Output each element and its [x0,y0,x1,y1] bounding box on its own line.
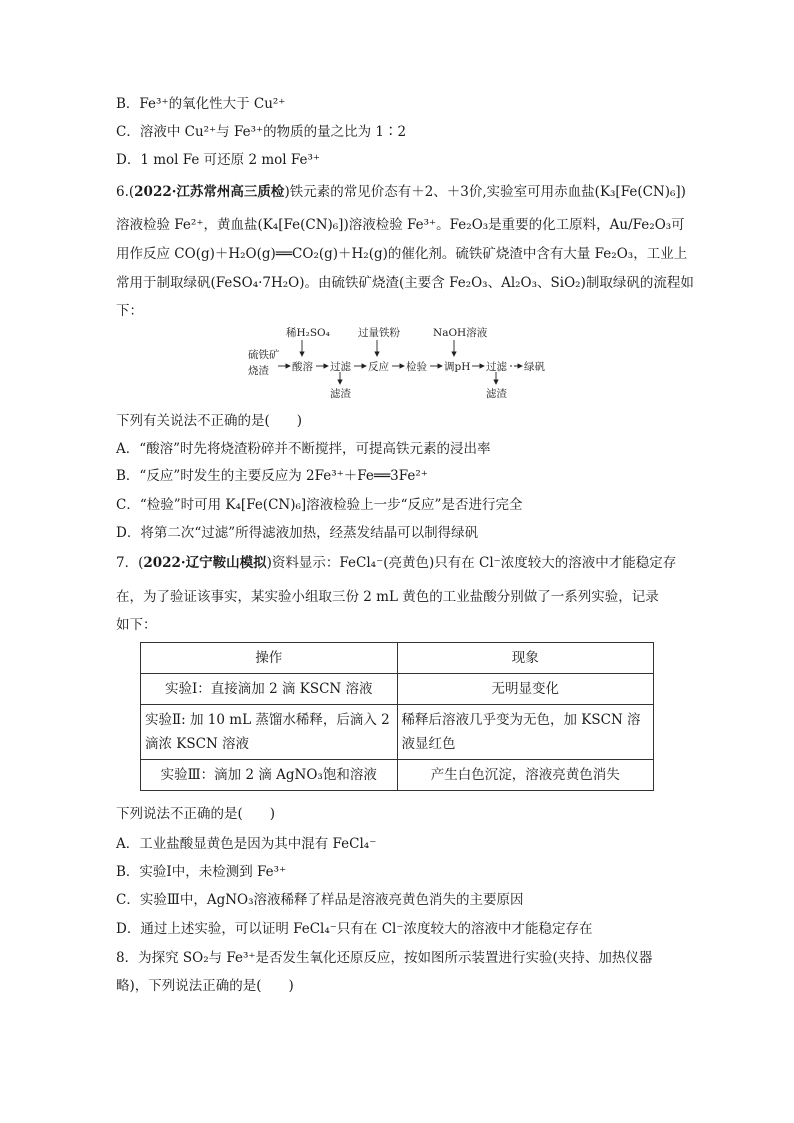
flow-step-react: 反应 [368,361,389,373]
table-cell-phenomenon: 产生白色沉淀，溶液亮黄色消失 [397,760,654,791]
q6-number: 6.( [116,184,135,200]
table-row [141,760,654,791]
q7-option-b: B．实验Ⅰ中，未检测到 Fe³⁺ [116,864,287,880]
q6-stem-line5: 下： [116,303,143,319]
q7-option-a: A．工业盐酸显黄色是因为其中混有 FeCl₄⁻ [116,836,377,852]
q6-option-b: B．“反应”时发生的主要反应为 2Fe³⁺＋Fe══3Fe²⁺ [116,468,428,484]
q5-option-c: C．溶液中 Cu²⁺与 Fe³⁺的物质的量之比为 1∶2 [116,124,407,140]
table-cell-operation: 实验Ⅰ：直接滴加 2 滴 KSCN 溶液 [141,674,398,705]
flow-raw-material-2: 烧渣 [248,365,269,377]
q6-stem-line3: 用作反应 CO(g)＋H₂O(g)══CO₂(g)＋H₂(g)的催化剂。硫铁矿烧渣中含有大量 Fe₂O₃，工业上 [116,246,688,262]
flow-step-filter1: 过滤 [330,361,351,373]
flow-step-filter2: 过滤 [486,361,507,373]
q6-option-c: C．“检验”时可用 K₄[Fe(CN)₆]溶液检验上一步“反应”是否进行完全 [116,497,523,513]
table-header-operation: 操作 [141,643,398,674]
flow-reagent-iron: 过量铁粉 [358,327,400,339]
table-cell-phenomenon: 无明显变化 [397,674,654,705]
q6-option-a: A．“酸溶”时先将烧渣粉碎并不断搅拌，可提高铁元素的浸出率 [116,441,491,457]
flow-reagent-acid: 稀H₂SO₄ [286,327,330,339]
q5-option-d: D．1 mol Fe 可还原 2 mol Fe³⁺ [116,152,321,168]
q7-stem-line3: 如下： [116,617,157,633]
flow-product: 绿矾 [524,361,545,373]
q6-line1-text: )铁元素的常见价态有＋2、＋3价,实验室可用赤血盐(K₃[Fe(CN)₆]) [284,184,686,200]
q6-stem-line1 [116,182,686,202]
q7-source: 2022·辽宁鞍山模拟 [143,555,267,571]
q6-question: 下列有关说法不正确的是( ) [116,413,303,429]
flow-residue-1: 滤渣 [330,388,351,400]
table-cell-phenomenon: 稀释后溶液几乎变为无色，加 KSCN 溶液显红色 [397,705,654,760]
table-cell-operation: 实验Ⅱ: 加 10 mL 蒸馏水稀释，后滴入 2 滴浓 KSCN 溶液 [141,705,398,760]
q8-stem-line1: 8．为探究 SO₂与 Fe³⁺是否发生氧化还原反应，按如图所示装置进行实验(夹持、加热仪器 [116,950,653,966]
flow-reagent-naoh: NaOH溶液 [433,327,488,339]
flow-step-test: 检验 [406,361,427,373]
q7-question: 下列说法不正确的是( ) [116,806,276,822]
q6-stem-line2: 溶液检验 Fe²⁺，黄血盐(K₄[Fe(CN)₆])溶液检验 Fe³⁺。Fe₂O₃是重要的化工原料，Au/Fe₂O₃可 [116,217,685,233]
q7-option-d: D．通过上述实验，可以证明 FeCl₄⁻只有在 Cl⁻浓度较大的溶液中才能稳定存在 [116,921,593,937]
table-row [141,705,654,760]
q7-stem-line2: 在，为了验证该事实，某实验小组取三份 2 mL 黄色的工业盐酸分别做了一系列实验，记录 [116,589,659,605]
table-header-phenomenon: 现象 [397,643,654,674]
q7-line1-text: )资料显示：FeCl₄⁻(亮黄色)只有在 Cl⁻浓度较大的溶液中才能稳定存 [266,555,677,571]
flow-raw-material-1: 硫铁矿 [248,349,280,361]
q7-option-c: C．实验Ⅲ中，AgNO₃溶液稀释了样品是溶液亮黄色消失的主要原因 [116,892,524,908]
flow-step-adjust-ph: 调pH [444,361,471,373]
q6-stem-line4: 常用于制取绿矾(FeSO₄·7H₂O)。由硫铁矿烧渣(主要含 Fe₂O₃、Al₂O₃、SiO₂)制取绿矾的流程如 [116,275,694,291]
table-row [141,674,654,705]
flow-step-dissolve: 酸溶 [292,361,313,373]
q7-stem-line1 [116,553,676,573]
q8-stem-line2: 略)，下列说法正确的是( ) [116,978,294,994]
experiment-table [140,642,654,791]
q7-number: 7．( [116,555,144,571]
flow-residue-2: 滤渣 [486,388,507,400]
process-flow-diagram [240,322,560,400]
q6-option-d: D．将第二次“过滤”所得滤液加热，经蒸发结晶可以制得绿矾 [116,525,479,541]
table-cell-operation: 实验Ⅲ：滴加 2 滴 AgNO₃饱和溶液 [141,760,398,791]
q6-source: 2022·江苏常州高三质检 [134,184,285,200]
table-header-row [141,643,654,674]
q5-option-b: B．Fe³⁺的氧化性大于 Cu²⁺ [116,96,286,112]
